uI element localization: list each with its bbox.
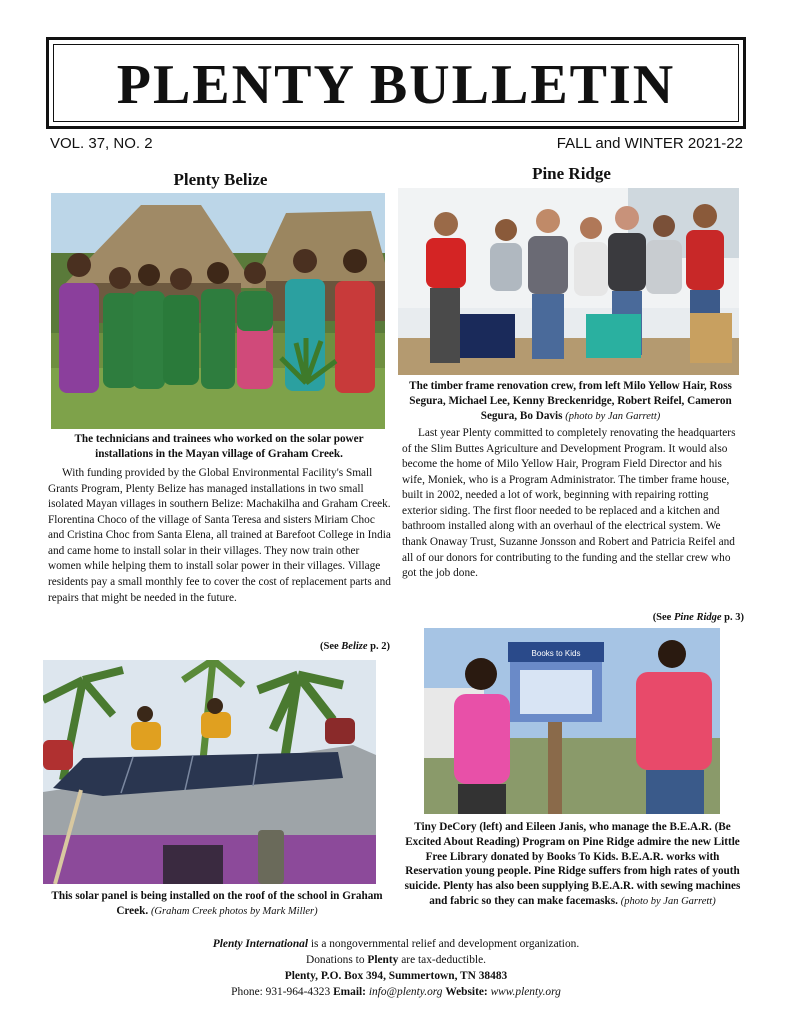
pineridge-photo2-credit: (photo by Jan Garrett)	[620, 895, 716, 907]
footer-org-line: Plenty International is a nongovernmental relief and development organization.	[212, 938, 580, 950]
masthead-title: PLENTY BULLETIN	[116, 54, 676, 116]
belize-photo1-caption: The technicians and trainees who worked on the solar power installations in the Mayan village of Graham Creek.	[74, 433, 364, 460]
pineridge-crew-photo	[398, 188, 739, 375]
pineridge-continued: (See Pine Ridge p. 3)	[652, 612, 744, 623]
footer	[120, 937, 672, 1001]
footer-address: Plenty, P.O. Box 394, Summertown, TN 38483	[284, 969, 508, 982]
issue-season: FALL and WINTER 2021-22	[556, 135, 743, 152]
belize-photo2-credit: (Graham Creek photos by Mark Miller)	[150, 905, 318, 917]
pineridge-library-photo	[424, 628, 720, 814]
masthead-inner-frame	[53, 44, 739, 122]
masthead-frame	[46, 37, 746, 129]
pineridge-article-body: Last year Plenty committed to completely renovating the headquarters of the Slim Buttes Agriculture and Development Program. It would also become the home of Milo Yellow Hair, Program Field Director and his wife, Moniek, who is a Program Administrator. The timber frame house, built in 2002, needed a lot of work, beginning with repairing rotting exterior siding. The first floor needed to be replaced and a kitchen and bathroom installed along with an overhaul of the electrical system. We thank Onaway Trust, Suzanne Jonsson and Robert and Patricia Reifel and all of our donors for contributing to the funding and the stellar crew who got the job done.	[402, 427, 736, 580]
library-sign-text: Books to Kids	[531, 649, 581, 658]
belize-photo2-caption: This solar panel is being installed on the roof of the school in Graham Creek. (Graham Creek photos by Mark Miller)	[51, 890, 383, 917]
footer-email-link[interactable]: info@plenty.org	[365, 985, 446, 998]
belize-heading: Plenty Belize	[173, 170, 268, 189]
pineridge-photo2-caption: Tiny DeCory (left) and Eileen Janis, who manage the B.E.A.R. (Be Excited About Reading) Program on Pine Ridge admire the new Little Free Library donated by Books To Kids. B.E.A.R. works with Reservation young people. Pine Ridge suffers from high rates of youth suicide. Plenty has also been supplying B.E.A.R. with sewing machines and fabric so they can make facemasks. (photo by Jan Garrett)	[404, 821, 741, 907]
footer-website-link[interactable]: www.plenty.org	[487, 985, 561, 998]
pineridge-photo1-caption: The timber frame renovation crew, from left Milo Yellow Hair, Ross Segura, Michael Lee, Kenny Breckenridge, Robert Reifel, Cameron Segura, Bo Davis (photo by Jan Garrett)	[409, 380, 732, 422]
footer-contact-line: Phone: 931-964-4323 Email: info@plenty.org Website: www.plenty.org	[231, 985, 561, 998]
footer-donations-line: Donations to Plenty are tax-deductible.	[305, 953, 486, 966]
pineridge-photo1-credit: (photo by Jan Garrett)	[565, 410, 661, 422]
belize-solar-roof-photo	[43, 660, 376, 884]
belize-trainees-photo	[51, 193, 385, 429]
belize-continued: (See Belize p. 2)	[319, 641, 390, 652]
pineridge-heading: Pine Ridge	[532, 164, 611, 183]
volume-number: VOL. 37, NO. 2	[50, 135, 153, 152]
belize-article-body: With funding provided by the Global Environmental Facility's Small Grants Program, Plenty Belize has managed installations in two small isolated Mayan villages in southern Belize: Machakilha and Graham Creek. Florentina Choco of the village of Santa Teresa and sisters Miriam Choc and Cristina Choc from Santa Elena, all trained at Barefoot College in India and came home to install solar in their villages. They now train other women while helping them to install solar power in their villages. Village residents pay a small monthly fee to cover the cost of replacement parts and repairs that might be needed in the future.	[48, 467, 391, 604]
